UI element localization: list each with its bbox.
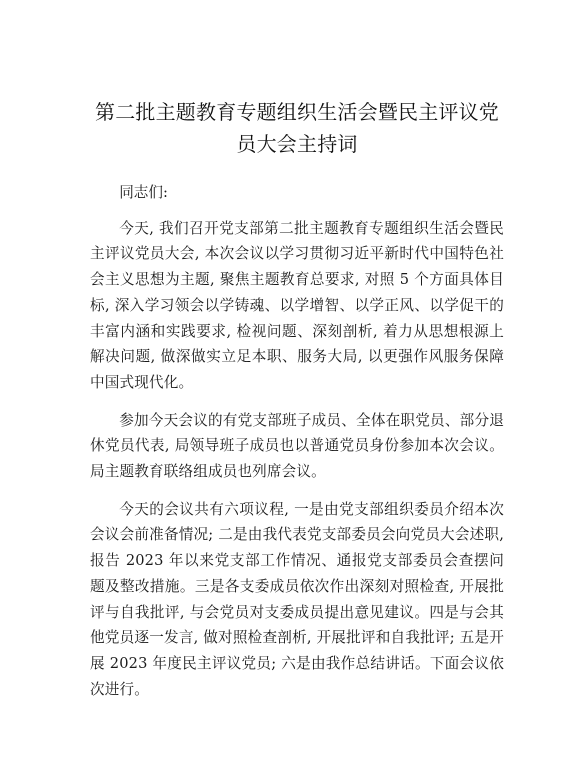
greeting: 同志们: — [119, 184, 168, 201]
paragraph-agenda: 今天的会议共有六项议程, 一是由党支部组织委员介绍本次会议会前准备情况; 二是由我代表党支部委员会向党员大会述职, 报告 2023 年以来党支部工作情况、通报党支部委员会查摆问题及整改措施。三是各支委成员依次作出深刻对照检查, 开展批评与自我批评, 与会党员对支委成员提出意见建议。四是与会其他党员逐一发言, 做对照检查剖析, 开展批评和自我批评; 五是开展 2023 年度民主评议党员; 六是由我作总结讲话。下面会议依次进行。 — [90, 500, 504, 698]
paragraph-opening: 今天, 我们召开党支部第二批主题教育专题组织生活会暨民主评议党员大会, 本次会议以学习贯彻习近平新时代中国特色社会主义思想为主题, 聚焦主题教育总要求, 对照 5 个方面具体目标, 深入学习领会以学铸魂、以学增智、以学正风、以学促干的丰富内涵和实践要求, 检视问题、深刻剖析, 着力从思想根源上解决问题, 做深做实立足本职、服务大局, 以更强作风服务保障中国式现代化。 — [90, 219, 504, 391]
title-line-2: 员大会主持词 — [236, 132, 358, 156]
paragraph-attendees: 参加今天会议的有党支部班子成员、全体在职党员、部分退休党员代表, 局领导班子成员也以普通党员身份参加本次会议。局主题教育联络组成员也列席会议。 — [90, 411, 504, 481]
title-line-1: 第二批主题教育专题组织生活会暨民主评议党 — [95, 100, 499, 124]
document-title — [90, 96, 504, 160]
